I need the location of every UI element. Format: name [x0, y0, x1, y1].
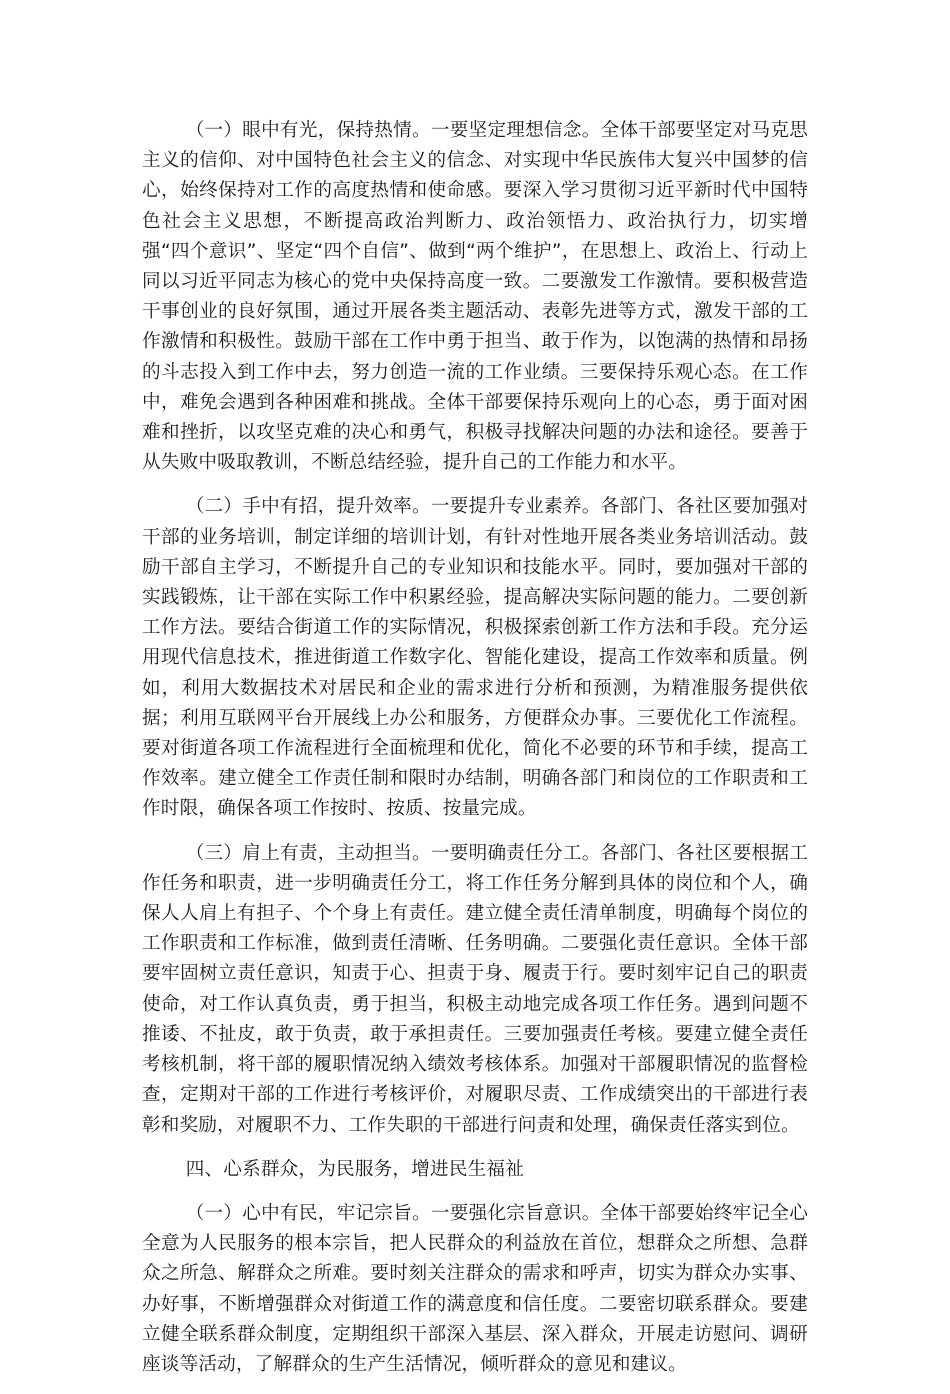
- section-heading: 四、心系群众，为民服务，增进民生福祉: [185, 1158, 524, 1180]
- paragraph-1: （一）眼中有光，保持热情。一要坚定理想信念。全体干部要坚定对马克思主义的信仰、对中国特色社会主义的信念、对实现中华民族伟大复兴中国梦的信心，始终保持对工作的高度热情和使命感。要深入学习贯彻习近平新时代中国特色社会主义思想，不断提高政治判断力、政治领悟力、政治执行力，切实增强“四个意识”、坚定“四个自信”、做到“两个维护”，在思想上、政治上、行动上同以习近平同志为核心的党中央保持高度一致。二要激发工作激情。要积极营造干事创业的良好氛围，通过开展各类主题活动、表彰先进等方式，激发干部的工作激情和积极性。鼓励干部在工作中勇于担当、敢于作为，以饱满的热情和昂扬的斗志投入到工作中去，努力创造一流的工作业绩。三要保持乐观心态。在工作中，难免会遇到各种困难和挑战。全体干部要保持乐观向上的心态，勇于面对困难和挫折，以攻坚克难的决心和勇气，积极寻找解决问题的办法和途径。要善于从失败中吸取教训，不断总结经验，提升自己的工作能力和水平。: [142, 120, 808, 474]
- paragraph-3: （三）肩上有责，主动担当。一要明确责任分工。各部门、各社区要根据工作任务和职责，进一步明确责任分工，将工作任务分解到具体的岗位和个人，确保人人肩上有担子、个个身上有责任。建立健全责任清单制度，明确每个岗位的工作职责和工作标准，做到责任清晰、任务明确。二要强化责任意识。全体干部要牢固树立责任意识，知责于心、担责于身、履责于行。要时刻牢记自己的职责使命，对工作认真负责，勇于担当，积极主动地完成各项工作任务。遇到问题不推诿、不扯皮，敢于负责，敢于承担责任。三要加强责任考核。要建立健全责任考核机制，将干部的履职情况纳入绩效考核体系。加强对干部履职情况的监督检查，定期对干部的工作进行考核评价，对履职尽责、工作成绩突出的干部进行表彰和奖励，对履职不力、工作失职的干部进行问责和处理，确保责任落实到位。: [142, 842, 808, 1136]
- paragraph-4: （一）心中有民，牢记宗旨。一要强化宗旨意识。全体干部要始终牢记全心全意为人民服务的根本宗旨，把人民群众的利益放在首位，想群众之所想、急群众之所急、解群众之所难。要时刻关注群众的需求和呼声，切实为群众办实事、办好事，不断增强群众对街道工作的满意度和信任度。二要密切联系群众。要建立健全联系群众制度，定期组织干部深入基层、深入群众，开展走访慰问、调研座谈等活动，了解群众的生产生活情况，倾听群众的意见和建议。: [142, 1202, 808, 1375]
- document-page: [142, 116, 808, 1394]
- paragraph-2: （二）手中有招，提升效率。一要提升专业素养。各部门、各社区要加强对干部的业务培训，制定详细的培训计划，有针对性地开展各类业务培训活动。鼓励干部自主学习，不断提升自己的专业知识和技能水平。同时，要加强对干部的实践锻炼，让干部在实际工作中积累经验，提高解决实际问题的能力。二要创新工作方法。要结合街道工作的实际情况，积极探索创新工作方法和手段。充分运用现代信息技术，推进街道工作数字化、智能化建设，提高工作效率和质量。例如，利用大数据技术对居民和企业的需求进行分析和预测，为精准服务提供依据；利用互联网平台开展线上办公和服务，方便群众办事。三要优化工作流程。要对街道各项工作流程进行全面梳理和优化，简化不必要的环节和手续，提高工作效率。建立健全工作责任制和限时办结制，明确各部门和岗位的工作职责和工作时限，确保各项工作按时、按质、按量完成。: [142, 496, 808, 820]
